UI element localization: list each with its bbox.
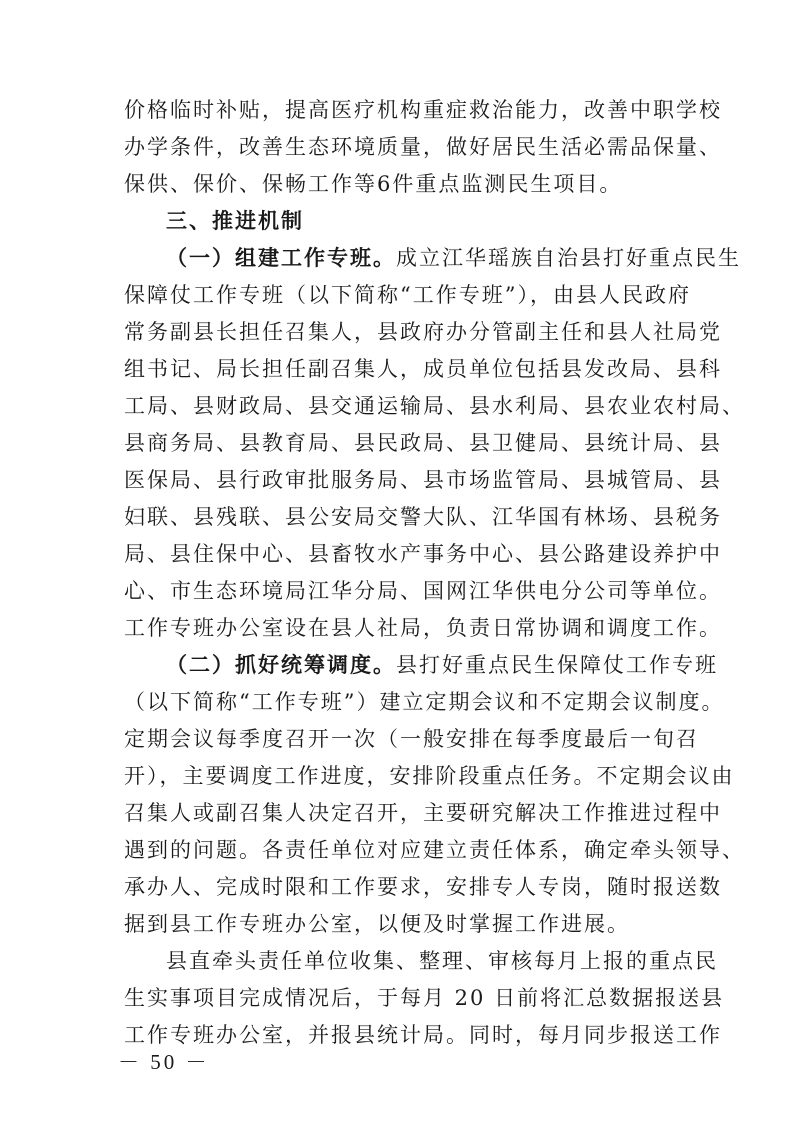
body-line: 召集人或副召集人决定召开，主要研究解决工作推进过程中 <box>124 801 722 825</box>
paragraph-text: 县打好重点民生保障仗工作专班 <box>396 653 718 677</box>
body-line: 工作专班办公室设在县人社局，负责日常协调和调度工作。 <box>124 616 722 640</box>
paragraph-text: 成立江华瑶族自治县打好重点民生 <box>396 246 741 270</box>
body-line: 妇联、县残联、县公安局交警大队、江华国有林场、县税务 <box>124 505 722 529</box>
body-line: 工作专班办公室，并报县统计局。同时，每月同步报送工作 <box>124 1023 722 1047</box>
paragraph-line <box>166 243 741 273</box>
body-line: 县商务局、县教育局、县民政局、县卫健局、县统计局、县 <box>124 431 722 455</box>
section-heading: 三、推进机制 <box>166 209 304 233</box>
body-line: （以下简称“工作专班”）建立定期会议和不定期会议制度。 <box>124 690 725 714</box>
body-line: 定期会议每季度召开一次（一般安排在每季度最后一旬召 <box>124 727 699 751</box>
subsection-heading: （一）组建工作专班。 <box>166 246 396 270</box>
body-line: 据到县工作专班办公室，以便及时掌握工作进展。 <box>124 912 630 936</box>
body-line: 医保局、县行政审批服务局、县市场监管局、县城管局、县 <box>124 468 722 492</box>
page-number: － 50 － <box>118 1050 210 1074</box>
body-line: 遇到的问题。各责任单位对应建立责任体系，确定牵头领导、 <box>124 838 745 862</box>
body-line: 生实事项目完成情况后，于每月 20 日前将汇总数据报送县 <box>124 986 725 1010</box>
body-line: 保供、保价、保畅工作等6件重点监测民生项目。 <box>124 172 623 196</box>
body-line: 价格临时补贴，提高医疗机构重症救治能力，改善中职学校 <box>124 98 722 122</box>
subsection-heading: （二）抓好统筹调度。 <box>166 653 396 677</box>
paragraph-line: 县直牵头责任单位收集、整理、审核每月上报的重点民 <box>166 949 718 973</box>
body-line: 组书记、局长担任副召集人，成员单位包括县发改局、县科 <box>124 357 722 381</box>
body-line: 承办人、完成时限和工作要求，安排专人专岗，随时报送数 <box>124 875 722 899</box>
body-line: 心、市生态环境局江华分局、国网江华供电分公司等单位。 <box>124 579 722 603</box>
body-line: 局、县住保中心、县畜牧水产事务中心、县公路建设养护中 <box>124 542 722 566</box>
body-line: 开），主要调度工作进度，安排阶段重点任务。不定期会议由 <box>124 764 735 788</box>
body-line: 保障仗工作专班（以下简称“工作专班”），由县人民政府 <box>124 283 691 307</box>
body-line: 常务副县长担任召集人，县政府办分管副主任和县人社局党 <box>124 320 722 344</box>
body-line: 工局、县财政局、县交通运输局、县水利局、县农业农村局、 <box>124 394 745 418</box>
paragraph-line <box>166 650 718 680</box>
body-line: 办学条件，改善生态环境质量，做好居民生活必需品保量、 <box>124 135 722 159</box>
